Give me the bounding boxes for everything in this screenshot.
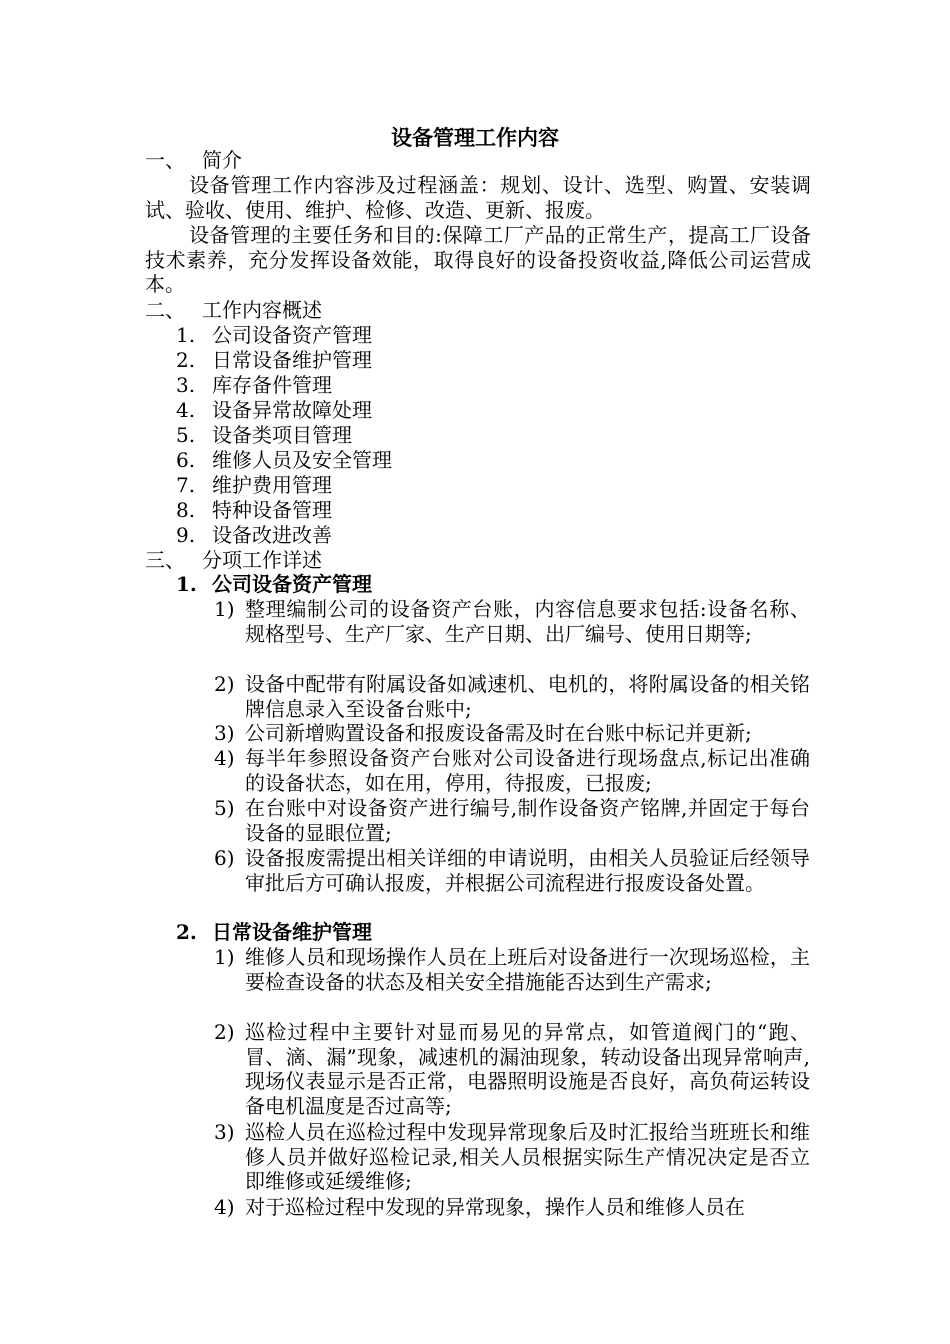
- section-number: 三、: [145, 548, 185, 572]
- section-label: 分项工作详述: [202, 548, 322, 572]
- detail-item: 1) 维修人员和现场操作人员在上班后对设备进行一次现场巡检，主要检查设备的状态及相关安全措施能否达到生产需求;: [214, 945, 810, 994]
- section-number: 一、: [145, 148, 185, 172]
- detail-item: 5) 在台账中对设备资产进行编号,制作设备资产铭牌,并固定于每台设备的显眼位置;: [214, 796, 810, 845]
- subsection-heading-maintenance: 2. 日常设备维护管理: [176, 920, 372, 944]
- intro-paragraph: 设备管理的主要任务和目的:保障工厂产品的正常生产，提高工厂设备技术素养，充分发挥设备效能，取得良好的设备投资收益,降低公司运营成本。: [145, 223, 811, 297]
- detail-item: 6) 设备报废需提出相关详细的申请说明，由相关人员验证后经领导审批后方可确认报废，并根据公司流程进行报废设备处置。: [214, 846, 810, 895]
- detail-item: 4) 每半年参照设备资产台账对公司设备进行现场盘点,标记出准确的设备状态，如在用，停用，待报废，已报废;: [214, 746, 810, 795]
- overview-item: 9. 设备改进改善: [176, 523, 332, 547]
- section-label: 工作内容概述: [202, 298, 322, 322]
- section-number: 二、: [145, 298, 185, 322]
- overview-item: 1. 公司设备资产管理: [176, 323, 372, 347]
- overview-item: 2. 日常设备维护管理: [176, 348, 372, 372]
- overview-item: 8. 特种设备管理: [176, 498, 332, 522]
- detail-item: 2) 设备中配带有附属设备如减速机、电机的，将附属设备的相关铭牌信息录入至设备台账中;: [214, 672, 810, 721]
- section-heading-details: [145, 548, 322, 573]
- overview-item: 6. 维修人员及安全管理: [176, 448, 392, 472]
- detail-item: 1) 整理编制公司的设备资产台账，内容信息要求包括:设备名称、规格型号、生产厂家、生产日期、出厂编号、使用日期等;: [214, 597, 810, 646]
- detail-item: 3) 巡检人员在巡检过程中发现异常现象后及时汇报给当班班长和维修人员并做好巡检记录,相关人员根据实际生产情况决定是否立即维修或延缓维修;: [214, 1120, 810, 1194]
- section-heading-overview: [145, 298, 322, 323]
- detail-item: 4) 对于巡检过程中发现的异常现象，操作人员和维修人员在: [214, 1195, 745, 1219]
- section-label: 简介: [202, 148, 242, 172]
- detail-item: 2) 巡检过程中主要针对显而易见的异常点，如管道阀门的“跑、冒、滴、漏”现象，减速机的漏油现象，转动设备出现异常响声,现场仪表显示是否正常，电器照明设施是否良好，高负荷运转设备电机温度是否过高等;: [214, 1020, 810, 1118]
- document-title: 设备管理工作内容: [391, 125, 559, 150]
- overview-item: 4. 设备异常故障处理: [176, 398, 372, 422]
- overview-item: 7. 维护费用管理: [176, 473, 332, 497]
- subsection-heading-asset: 1. 公司设备资产管理: [176, 572, 372, 596]
- overview-item: 3. 库存备件管理: [176, 373, 332, 397]
- detail-item: 3) 公司新增购置设备和报废设备需及时在台账中标记并更新;: [214, 721, 752, 745]
- overview-item: 5. 设备类项目管理: [176, 423, 352, 447]
- section-heading-intro: [145, 148, 242, 173]
- intro-paragraph: 设备管理工作内容涉及过程涵盖：规划、设计、选型、购置、安装调试、验收、使用、维护、检修、改造、更新、报废。: [145, 173, 811, 222]
